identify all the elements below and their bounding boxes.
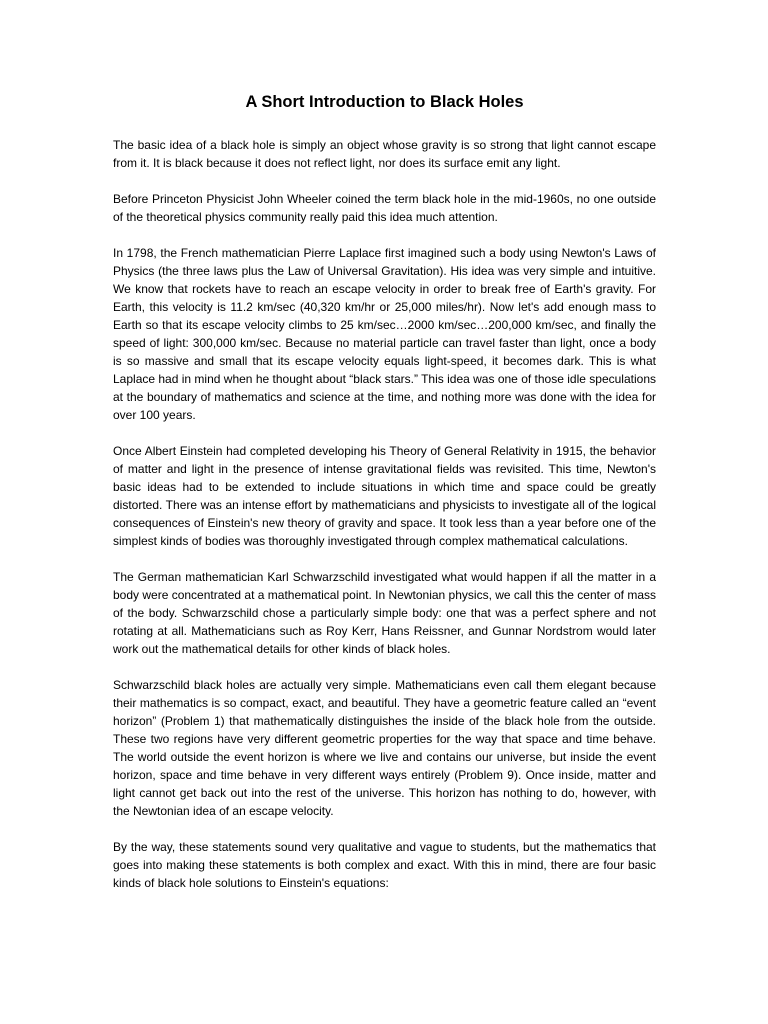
paragraph: By the way, these statements sound very qualitative and vague to students, but the mathematics that goes into making these statements is both complex and exact. With this in mind, there are four basic kinds of black hole solutions to Einstein's equations: [113,840,656,890]
paragraph: Schwarzschild black holes are actually very simple. Mathematicians even call them elegant because their mathematics is so compact, exact, and beautiful. They have a geometric feature called an “event horizon” (Problem 1) that mathematically distinguishes the inside of the black hole from the outside. These two regions have very different geometric properties for the way that space and time behave. The world outside the event horizon is where we live and contains our universe, but inside the event horizon, space and time behave in very different ways entirely (Problem 9). Once inside, matter and light cannot get back out into the rest of the universe. This horizon has nothing to do, however, with the Newtonian idea of an escape velocity. [113,678,656,818]
paragraph: Once Albert Einstein had completed developing his Theory of General Relativity in 1915, the behavior of matter and light in the presence of intense gravitational fields was revisited. This time, Newton's basic ideas had to be extended to include situations in which time and space could be greatly distorted. There was an intense effort by mathematicians and physicists to investigate all of the logical consequences of Einstein's new theory of gravity and space. It took less than a year before one of the simplest kinds of bodies was thoroughly investigated through complex mathematical calculations. [113,444,656,548]
paragraph: The basic idea of a black hole is simply an object whose gravity is so strong that light cannot escape from it. It is black because it does not reflect light, nor does its surface emit any light. [113,138,656,170]
paragraph: In 1798, the French mathematician Pierre Laplace first imagined such a body using Newton's Laws of Physics (the three laws plus the Law of Universal Gravitation). His idea was very simple and intuitive. We know that rockets have to reach an escape velocity in order to break free of Earth's gravity. For Earth, this velocity is 11.2 km/sec (40,320 km/hr or 25,000 miles/hr). Now let's add enough mass to Earth so that its escape velocity climbs to 25 km/sec…2000 km/sec…200,000 km/sec, and finally the speed of light: 300,000 km/sec. Because no material particle can travel faster than light, once a body is so massive and small that its escape velocity equals light-speed, it becomes dark. This is what Laplace had in mind when he thought about “black stars.” This idea was one of those idle speculations at the boundary of mathematics and science at the time, and nothing more was done with the idea for over 100 years. [113,246,656,422]
paragraph: Before Princeton Physicist John Wheeler coined the term black hole in the mid-1960s, no one outside of the theoretical physics community really paid this idea much attention. [113,192,656,224]
document-title: A Short Introduction to Black Holes [245,93,524,111]
paragraph: The German mathematician Karl Schwarzschild investigated what would happen if all the matter in a body were concentrated at a mathematical point. In Newtonian physics, we call this the center of mass of the body. Schwarzschild chose a particularly simple body: one that was a perfect sphere and not rotating at all. Mathematicians such as Roy Kerr, Hans Reissner, and Gunnar Nordstrom would later work out the mathematical details for other kinds of black holes. [113,570,656,656]
